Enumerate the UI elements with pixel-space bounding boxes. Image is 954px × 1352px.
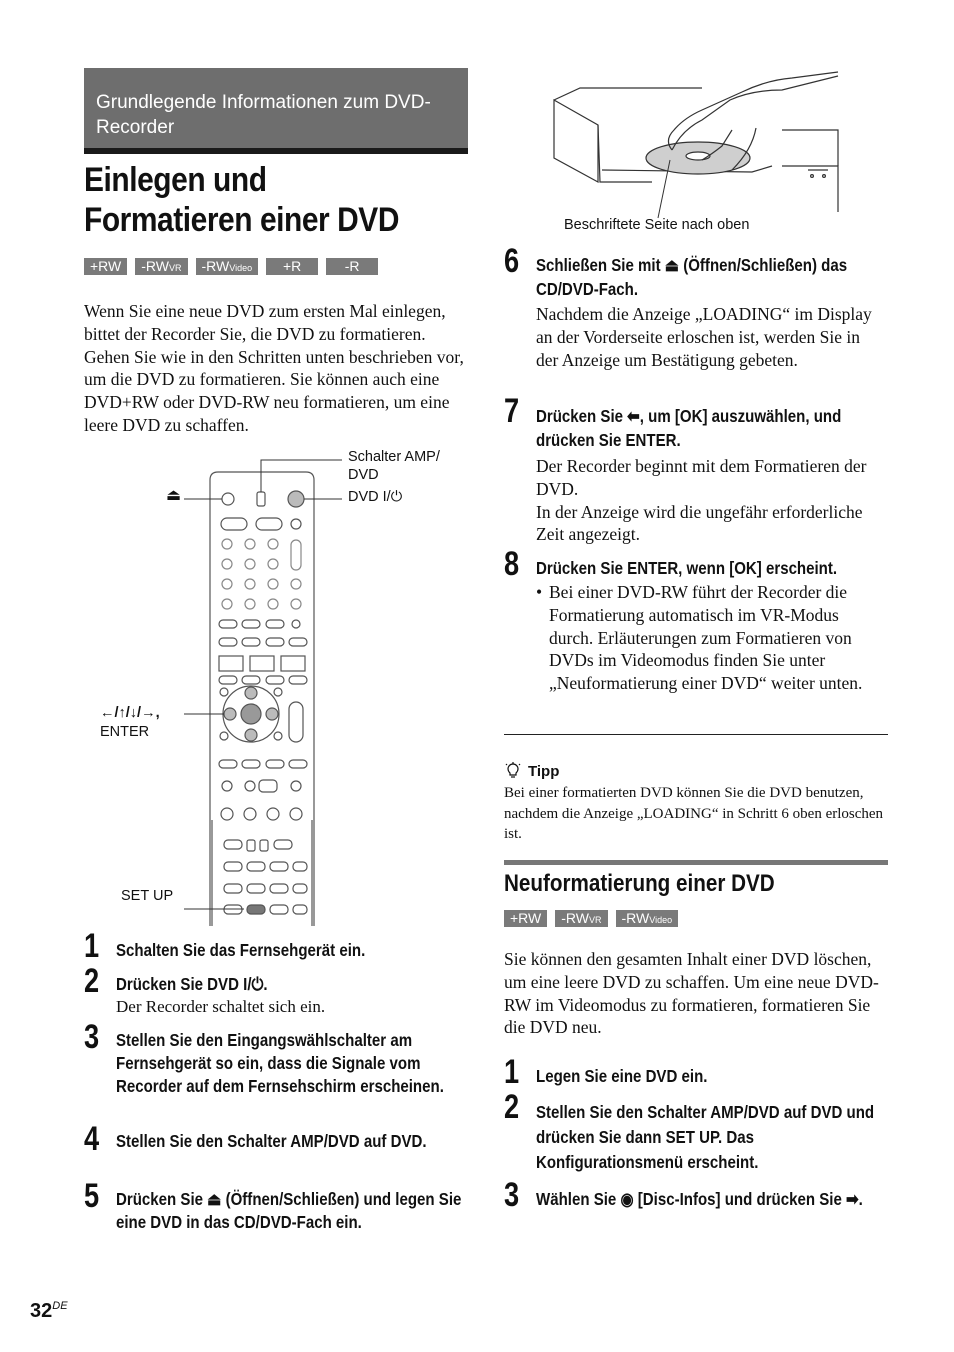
page-number	[30, 1300, 68, 1323]
s2-step-2-number: 2	[504, 1088, 520, 1126]
step-2-number: 2	[84, 962, 100, 1000]
s2-step-2-title: Stellen Sie den Schalter AMP/DVD auf DVD und drücken Sie dann SET UP. Das Konfigurationsmenü erscheint.	[536, 1102, 875, 1172]
bullet-marker: •	[536, 582, 543, 602]
badge-minus-rw-video: -RWVideo	[616, 910, 679, 927]
section2-heading: Neuformatierung einer DVD	[504, 870, 775, 897]
step-8-bullet	[536, 581, 886, 695]
page-number-value: 32	[30, 1300, 53, 1322]
badge-plus-rw: +RW	[504, 910, 547, 927]
step-2-body: Der Recorder schaltet sich ein.	[116, 997, 326, 1016]
disc-caption: Beschriftete Seite nach oben	[564, 217, 750, 233]
tip-label: Tipp	[528, 763, 560, 780]
step-5-title: Drücken Sie ⏏ (Öffnen/Schließen) und legen Sie eine DVD in das CD/DVD-Fach ein.	[116, 1189, 462, 1232]
page-number-suffix: DE	[52, 1300, 68, 1312]
page-title: Einlegen und Formatieren einer DVD	[84, 161, 399, 239]
step-7-title: Drücken Sie ⬅, um [OK] auszuwählen, und drücken Sie ENTER.	[536, 406, 842, 450]
step-8-title: Drücken Sie ENTER, wenn [OK] erscheint.	[536, 558, 838, 578]
step-8-bullet-text: Bei einer DVD-RW führt der Recorder die Formatierung automatisch im VR-Modus durch. Erläuterungen zum Formatieren von DVDs im Videomodus finden Sie unter „Neuformatierung einer DVD“ weiter unten.	[549, 582, 863, 694]
label-dvd-power: DVD I/⏻	[348, 489, 403, 505]
badge-minus-rw-video: -RWVideo	[196, 258, 259, 275]
section-header-text: Grundlegende Informationen zum DVD-Recorder	[96, 92, 431, 138]
label-setup: SET UP	[121, 888, 174, 904]
section2-badges	[504, 910, 678, 927]
step-6-body: Nachdem die Anzeige „LOADING“ im Display an der Vorderseite erloschen ist, werden Sie in der Anzeige um Bestätigung gebeten.	[536, 304, 872, 370]
step-3-number: 3	[84, 1018, 100, 1056]
tip-text: Bei einer formatierten DVD können Sie die DVD benutzen, nachdem die Anzeige „LOADING“ in Schritt 6 oben erloschen ist.	[504, 785, 884, 842]
step-3-title: Stellen Sie den Eingangswählschalter am Fernsehgerät so ein, dass die Signale vom Recorder auf dem Fernsehschirm erscheinen.	[116, 1030, 444, 1096]
label-enter: ENTER	[100, 724, 150, 740]
s2-step-3-title: Wählen Sie ◉ [Disc-Infos] und drücken Sie ➡.	[536, 1189, 863, 1209]
step-7-number: 7	[504, 392, 520, 430]
label-amp-dvd-switch: Schalter AMP/ DVD	[348, 449, 440, 483]
label-arrow-keys: ←/↑/↓/→,	[100, 705, 160, 721]
disc-type-badges	[84, 258, 378, 275]
badge-minus-rw-vr: -RWVR	[555, 910, 607, 927]
divider	[504, 734, 888, 735]
dvd-insertion-illustration	[552, 70, 844, 220]
section2-intro: Sie können den gesamten Inhalt einer DVD löschen, um eine leere DVD zu schaffen. Um eine neue DVD-RW im Videomodus zu formatieren, formatieren Sie die DVD neu.	[504, 949, 879, 1038]
remote-control-illustration	[84, 440, 468, 926]
s2-step-3-number: 3	[504, 1176, 520, 1214]
step-5-number: 5	[84, 1177, 100, 1215]
step-8-number: 8	[504, 545, 520, 583]
step-2-title: Drücken Sie DVD I/⏻.	[116, 974, 268, 994]
lightbulb-icon	[504, 762, 522, 780]
badge-plus-r: +R	[266, 258, 318, 275]
step-4-number: 4	[84, 1120, 100, 1158]
intro-paragraph: Wenn Sie eine neue DVD zum ersten Mal einlegen, bittet der Recorder Sie, die DVD zu formatieren. Gehen Sie wie in den Schritten unten beschrieben vor, um die DVD zu formatieren. Sie können auch eine DVD+RW oder DVD-RW neu formatieren, um eine leere DVD zu schaffen.	[84, 301, 464, 435]
step-1-number: 1	[84, 927, 100, 965]
badge-minus-r: -R	[326, 258, 378, 275]
step-6-title: Schließen Sie mit ⏏ (Öffnen/Schließen) das CD/DVD-Fach.	[536, 255, 848, 299]
badge-plus-rw: +RW	[84, 258, 127, 275]
step-4-title: Stellen Sie den Schalter AMP/DVD auf DVD.	[116, 1131, 427, 1151]
badge-minus-rw-vr: -RWVR	[135, 258, 187, 275]
step-7-body: Der Recorder beginnt mit dem Formatieren der DVD. In der Anzeige wird die ungefähr erforderliche Zeit angezeigt.	[536, 456, 867, 545]
s2-step-1-title: Legen Sie eine DVD ein.	[536, 1066, 708, 1086]
section2-bar	[504, 860, 888, 865]
s2-step-1-number: 1	[504, 1053, 520, 1091]
section-header	[84, 68, 468, 154]
eject-icon: ⏏	[166, 487, 182, 504]
step-6-number: 6	[504, 242, 520, 280]
step-1-title: Schalten Sie das Fernsehgerät ein.	[116, 940, 366, 960]
